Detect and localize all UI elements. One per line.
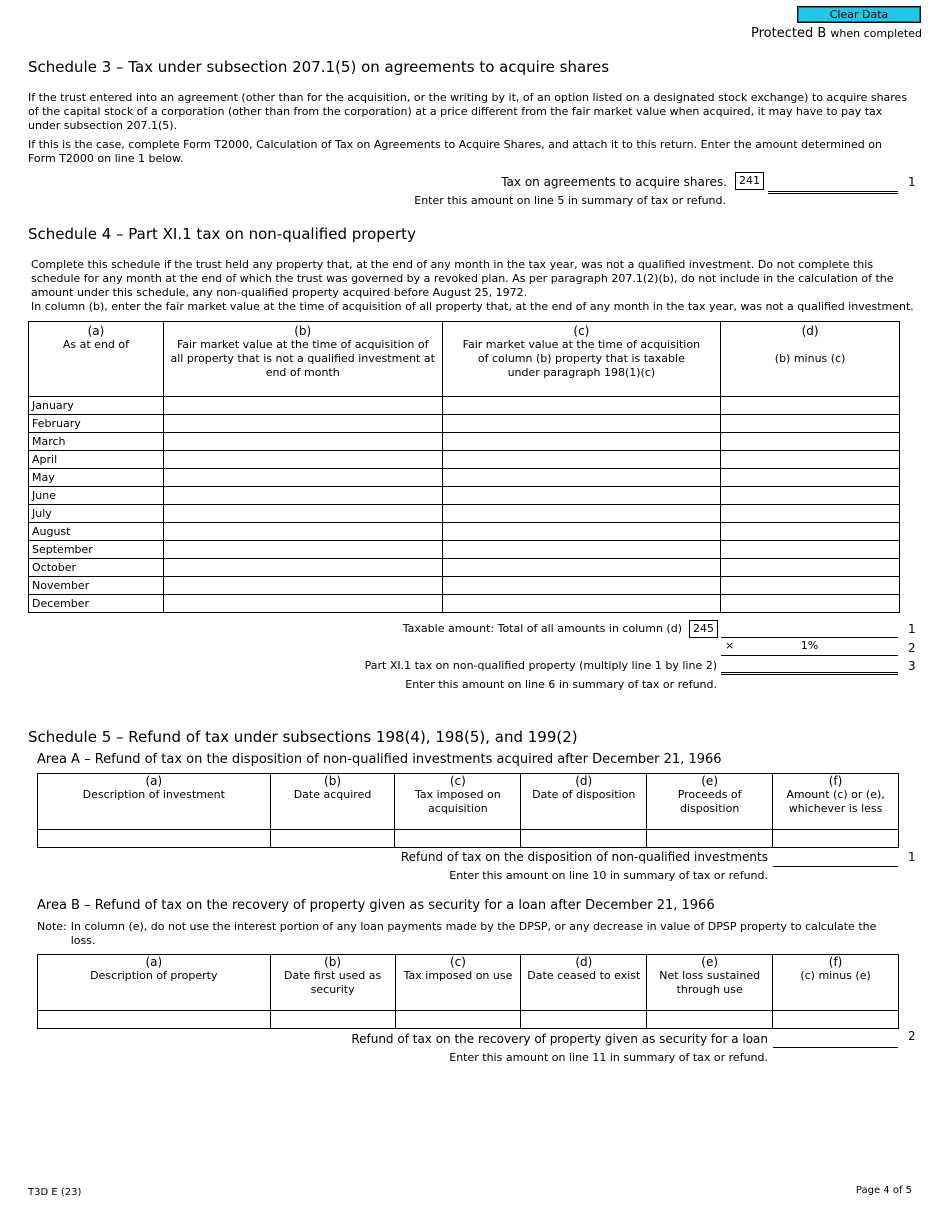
month-label: July <box>29 505 164 523</box>
s3-line-code: 241 <box>735 172 764 190</box>
area-b-line-label: Refund of tax on the recovery of property given as security for a loan <box>351 1032 768 1046</box>
schedule-3-title: Schedule 3 – Tax under subsection 207.1(5) on agreements to acquire shares <box>28 58 610 76</box>
schedule-3-instructions: If this is the case, complete Form T2000, Calculation of Tax on Agreements to Acquire Shares, and attach it to this return. Enter the amount determined on Form T2000 on line 1 below. <box>28 138 882 165</box>
s4-col-c-label: Fair market value at the time of acquisition of column (b) property that is taxable under paragraph 198(1)(c) <box>462 338 701 379</box>
s4-col-c-cell[interactable] <box>442 487 721 505</box>
area-b-col-a-header <box>38 955 271 1011</box>
s3-line1-label: Tax on agreements to acquire shares. <box>501 175 727 189</box>
col-letter: (f) <box>828 955 843 969</box>
month-label: April <box>29 451 164 469</box>
table-row <box>29 505 900 523</box>
table-row <box>29 595 900 613</box>
s4-col-d-cell[interactable] <box>721 451 900 469</box>
s4-line3-amount[interactable] <box>721 656 898 675</box>
schedule-4-title: Schedule 4 – Part XI.1 tax on non-qualified property <box>28 225 416 243</box>
month-label: August <box>29 523 164 541</box>
s4-col-c-cell[interactable] <box>442 415 721 433</box>
col-letter: (b) <box>324 955 342 969</box>
s4-col-d-cell[interactable] <box>721 541 900 559</box>
area-b-line2-number: 2 <box>908 1029 916 1043</box>
month-label: June <box>29 487 164 505</box>
area-b-note <box>37 920 882 948</box>
s4-col-c-cell[interactable] <box>442 523 721 541</box>
area-b-cell[interactable] <box>270 1011 395 1029</box>
area-a-line-label: Refund of tax on the disposition of non-qualified investments <box>400 850 768 864</box>
schedule-4-column-b-instruction: In column (b), enter the fair market value at the time of acquisition of all property that, at the end of any month in the tax year, was not a qualified investment. <box>31 300 914 313</box>
s4-table <box>28 321 900 613</box>
s4-line3-number: 3 <box>908 659 916 673</box>
s4-col-b-label: Fair market value at the time of acquisition of all property that is not a qualified investment at end of month <box>170 338 435 379</box>
col-label: Description of investment <box>82 788 225 801</box>
col-label: Net loss sustained through use <box>659 969 761 996</box>
area-a-col-b-header <box>270 774 395 830</box>
area-a-col-f-header <box>773 774 899 830</box>
table-row <box>29 541 900 559</box>
s4-col-b-cell[interactable] <box>163 487 442 505</box>
s4-col-c-header <box>442 322 721 397</box>
s4-rate-value: 1% <box>721 638 898 656</box>
area-b-line2-amount[interactable] <box>773 1030 898 1048</box>
area-b-col-f-header <box>773 955 899 1011</box>
month-label: March <box>29 433 164 451</box>
s4-col-b-cell[interactable] <box>163 433 442 451</box>
s4-col-b-letter: (b) <box>294 324 312 338</box>
table-row <box>29 523 900 541</box>
page-number: Page 4 of 5 <box>855 1185 912 1196</box>
table-row <box>29 433 900 451</box>
area-b-footer-note: Enter this amount on line 11 in summary of tax or refund. <box>449 1051 768 1064</box>
area-b-col-d-header <box>521 955 647 1011</box>
table-row <box>29 487 900 505</box>
s4-col-b-cell[interactable] <box>163 523 442 541</box>
area-b-table <box>37 954 899 1029</box>
s4-tax-label: Part XI.1 tax on non-qualified property (multiply line 1 by line 2) <box>364 659 717 672</box>
s4-col-a-letter: (a) <box>87 324 105 338</box>
s4-col-d-cell[interactable] <box>721 487 900 505</box>
s4-col-c-cell[interactable] <box>442 469 721 487</box>
s4-taxable-code: 245 <box>689 620 718 638</box>
s4-col-b-cell[interactable] <box>163 451 442 469</box>
s4-col-d-cell[interactable] <box>721 397 900 415</box>
s4-col-d-cell[interactable] <box>721 505 900 523</box>
protected-label <box>751 26 922 41</box>
s4-col-c-cell[interactable] <box>442 559 721 577</box>
s4-col-b-cell[interactable] <box>163 505 442 523</box>
area-b-note-text: In column (e), do not use the interest portion of any loan payments made by the DPSP, or any decrease in value of DPSP property to calculate the loss. <box>70 920 877 947</box>
s4-col-c-letter: (c) <box>573 324 590 338</box>
form-id: T3D E (23) <box>28 1187 82 1198</box>
col-label: Proceeds of disposition <box>677 788 742 815</box>
area-b-cell[interactable] <box>773 1011 899 1029</box>
table-row <box>29 415 900 433</box>
s4-col-a-label: As at end of <box>62 338 129 351</box>
area-a-table <box>37 773 899 848</box>
table-row <box>29 469 900 487</box>
col-label: Date ceased to exist <box>527 969 641 982</box>
table-row <box>29 397 900 415</box>
s3-line1-amount[interactable] <box>768 173 898 194</box>
col-letter: (d) <box>575 774 593 788</box>
s4-col-c-cell[interactable] <box>442 595 721 613</box>
s4-taxable-label: Taxable amount: Total of all amounts in column (d) <box>402 622 682 635</box>
area-b-title: Area B – Refund of tax on the recovery of property given as security for a loan after December 21, 1966 <box>37 898 715 913</box>
table-row <box>29 577 900 595</box>
s4-col-b-cell[interactable] <box>163 577 442 595</box>
area-b-col-b-header <box>270 955 395 1011</box>
s4-col-d-cell[interactable] <box>721 469 900 487</box>
s4-col-d-label: (b) minus (c) <box>774 352 846 365</box>
col-letter: (c) <box>449 774 466 788</box>
month-label: January <box>29 397 164 415</box>
s4-col-b-cell[interactable] <box>163 541 442 559</box>
area-a-col-a-header <box>38 774 271 830</box>
col-letter: (b) <box>324 774 341 788</box>
s4-col-d-letter: (d) <box>801 324 819 338</box>
area-a-title: Area A – Refund of tax on the disposition of non-qualified investments acquired after December 21, 1966 <box>37 752 722 767</box>
month-label: October <box>29 559 164 577</box>
area-b-header-row <box>38 955 899 1011</box>
area-b-cell[interactable] <box>521 1011 647 1029</box>
s4-col-c-cell[interactable] <box>442 397 721 415</box>
area-a-cell[interactable] <box>773 830 899 848</box>
s4-col-d-cell[interactable] <box>721 523 900 541</box>
s4-col-b-cell[interactable] <box>163 415 442 433</box>
s4-col-b-cell[interactable] <box>163 397 442 415</box>
clear-data-button[interactable]: Clear Data <box>797 6 921 23</box>
s4-col-c-cell[interactable] <box>442 433 721 451</box>
s4-line2-number: 2 <box>908 641 916 655</box>
area-b-cell[interactable] <box>38 1011 271 1029</box>
s4-line1-amount[interactable] <box>721 620 898 638</box>
s4-col-a-header <box>29 322 164 397</box>
area-a-col-d-header <box>521 774 647 830</box>
s4-col-b-cell[interactable] <box>163 595 442 613</box>
protected-suffix: when completed <box>830 27 922 40</box>
month-label: November <box>29 577 164 595</box>
s4-col-d-header <box>721 322 900 397</box>
col-label: (c) minus (e) <box>800 969 871 982</box>
schedule-4-intro: Complete this schedule if the trust held any property that, at the end of any month in the tax year, was not a qualified investment. Do not complete this schedule for any month at the end of which the trust was governed by a revoked plan. As per paragraph 207.1(2)(b), do not include in the calculation of the amount under this schedule, any non-qualified property acquired before August 25, 1972. <box>31 258 894 299</box>
schedule-3-intro: If the trust entered into an agreement (other than for the acquisition, or the writing by it, of an option listed on a designated stock exchange) to acquire shares of the capital stock of a corporation (other than from the corporation) at a price different from the fair market value when acquired, it may have to pay tax under subsection 207.1(5). <box>28 91 908 132</box>
area-a-header-row <box>38 774 899 830</box>
table-row <box>38 1011 899 1029</box>
s4-col-b-cell[interactable] <box>163 559 442 577</box>
s4-col-d-cell[interactable] <box>721 433 900 451</box>
area-a-cell[interactable] <box>521 830 647 848</box>
s3-note: Enter this amount on line 5 in summary of tax or refund. <box>414 194 726 207</box>
s4-col-c-cell[interactable] <box>442 505 721 523</box>
area-a-line1-amount[interactable] <box>773 849 898 867</box>
s4-note: Enter this amount on line 6 in summary of tax or refund. <box>405 678 717 691</box>
area-a-cell[interactable] <box>38 830 271 848</box>
col-letter: (d) <box>575 955 593 969</box>
s4-col-d-cell[interactable] <box>721 595 900 613</box>
s4-col-c-cell[interactable] <box>442 541 721 559</box>
area-b-note-prefix: Note: <box>37 920 67 933</box>
protected-text: Protected B <box>751 26 827 41</box>
table-row <box>29 451 900 469</box>
month-label: February <box>29 415 164 433</box>
s4-col-c-cell[interactable] <box>442 577 721 595</box>
col-letter: (a) <box>145 774 163 788</box>
col-label: Amount (c) or (e), whichever is less <box>786 788 885 815</box>
area-a-line1-number: 1 <box>908 850 916 864</box>
month-label: September <box>29 541 164 559</box>
month-label: December <box>29 595 164 613</box>
col-label: Tax imposed on acquisition <box>414 788 501 815</box>
schedule-5-title: Schedule 5 – Refund of tax under subsections 198(4), 198(5), and 199(2) <box>28 728 578 746</box>
s4-header-row <box>29 322 900 397</box>
col-letter: (a) <box>145 955 163 969</box>
area-a-cell[interactable] <box>270 830 395 848</box>
area-a-cell[interactable] <box>647 830 773 848</box>
col-letter: (e) <box>701 955 719 969</box>
area-a-note: Enter this amount on line 10 in summary of tax or refund. <box>449 869 768 882</box>
month-label: May <box>29 469 164 487</box>
table-row <box>38 830 899 848</box>
col-label: Date acquired <box>293 788 372 801</box>
area-a-col-e-header <box>647 774 773 830</box>
s4-multiply-sign: × <box>725 639 735 652</box>
area-b-col-c-header <box>395 955 521 1011</box>
s4-col-d-cell[interactable] <box>721 415 900 433</box>
s4-col-b-header <box>163 322 442 397</box>
col-label: Date first used as security <box>284 969 382 996</box>
table-row <box>29 559 900 577</box>
col-label: Description of property <box>90 969 218 982</box>
col-letter: (f) <box>828 774 843 788</box>
s4-col-c-cell[interactable] <box>442 451 721 469</box>
area-a-cell[interactable] <box>395 830 521 848</box>
area-b-cell[interactable] <box>395 1011 521 1029</box>
s4-col-d-cell[interactable] <box>721 559 900 577</box>
s4-line1-number: 1 <box>908 622 916 636</box>
col-letter: (e) <box>701 774 718 788</box>
col-label: Date of disposition <box>532 788 636 801</box>
s4-col-b-cell[interactable] <box>163 469 442 487</box>
s3-line1-number: 1 <box>908 175 916 189</box>
s4-col-d-cell[interactable] <box>721 577 900 595</box>
area-b-cell[interactable] <box>647 1011 773 1029</box>
col-label: Tax imposed on use <box>403 969 513 982</box>
area-a-col-c-header <box>395 774 521 830</box>
area-b-col-e-header <box>647 955 773 1011</box>
col-letter: (c) <box>450 955 466 969</box>
